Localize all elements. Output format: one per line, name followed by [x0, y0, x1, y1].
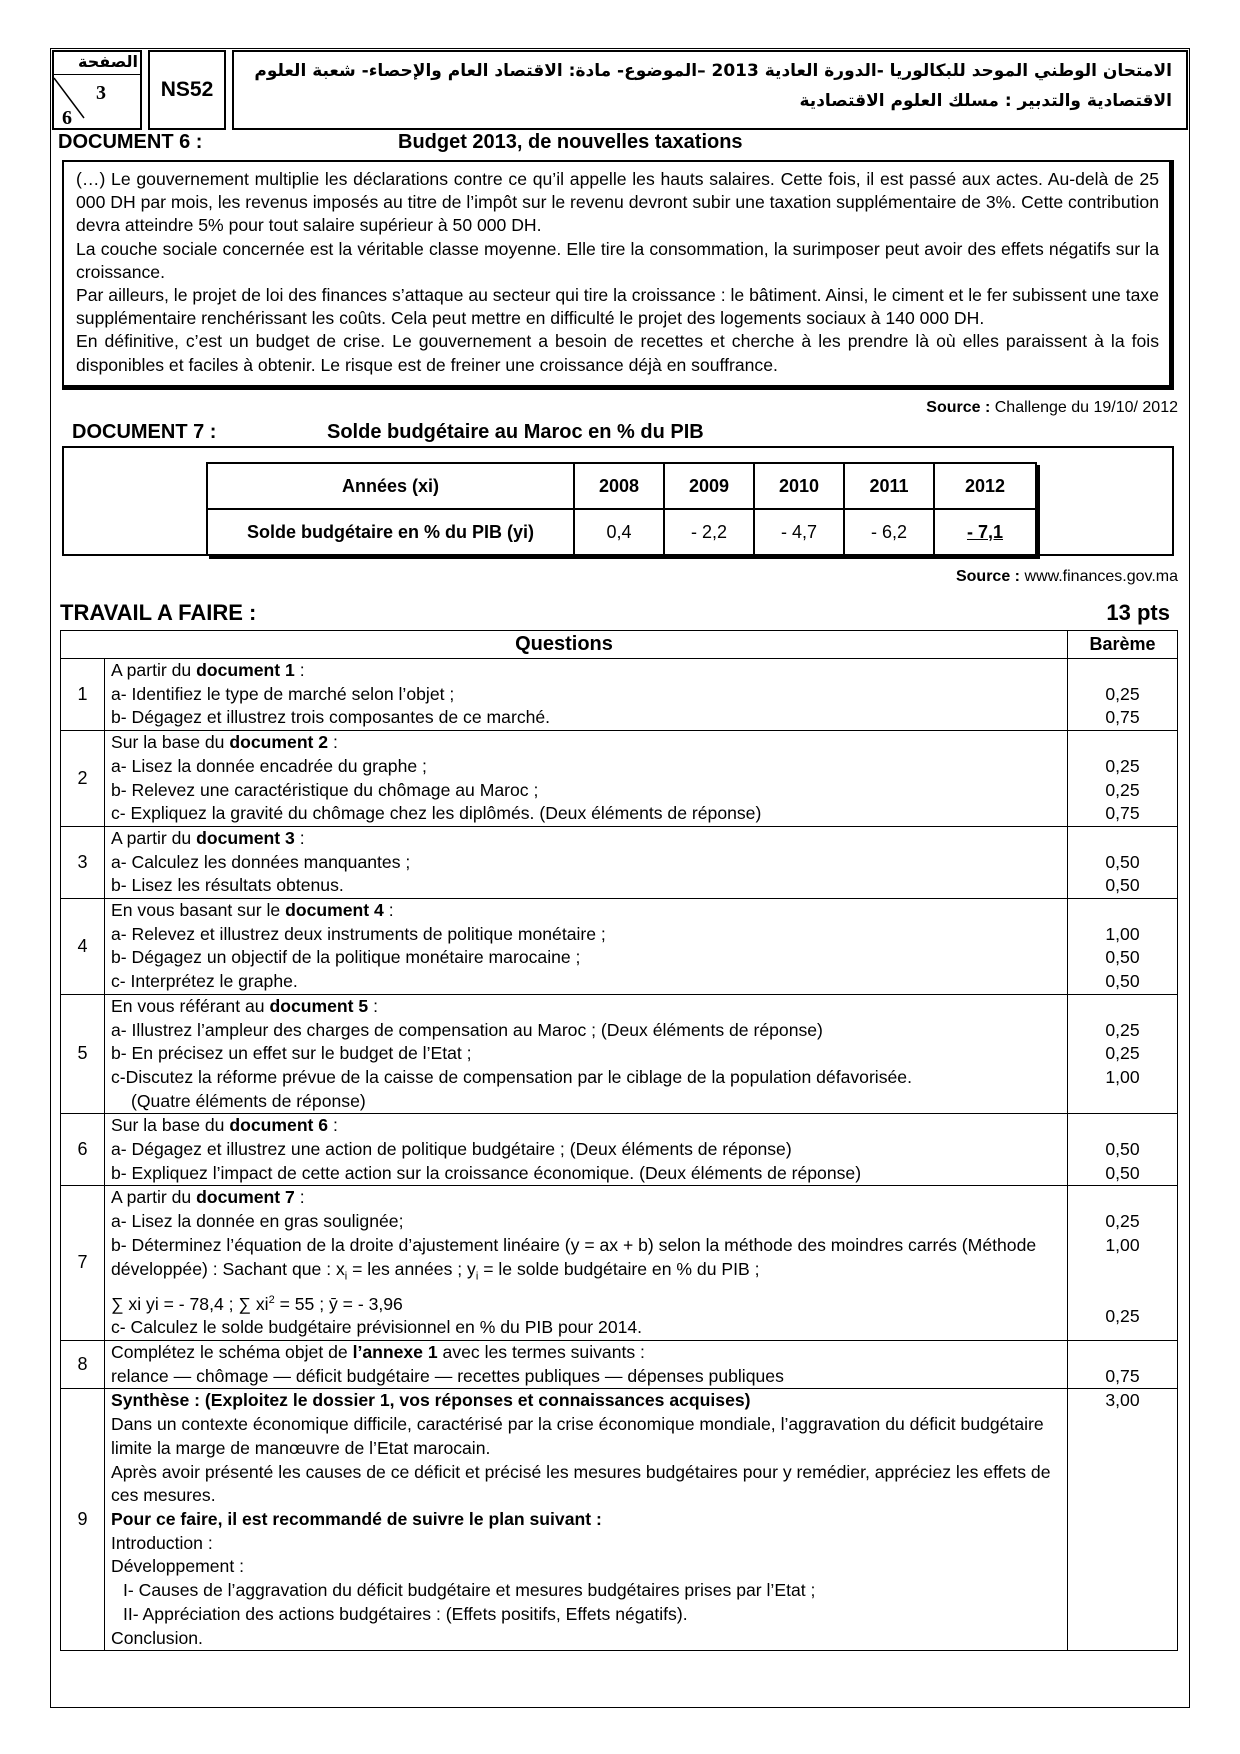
- question-number: 4: [61, 899, 105, 995]
- intro-text: Sur la base du: [111, 1115, 230, 1136]
- score: 0,25: [1105, 683, 1140, 704]
- doc6-text-box: [62, 160, 1174, 390]
- equation-text: = les années ; y: [347, 1258, 476, 1279]
- intro-colon: :: [294, 660, 305, 680]
- exam-title-line2: الاقتصادية والتدبير : مسلك العلوم الاقتصادية: [799, 91, 1172, 111]
- intro-text: En vous basant sur le: [111, 900, 286, 921]
- doc7-source-text: www.finances.gov.ma: [1024, 568, 1178, 585]
- question-line: b- Lisez les résultats obtenus.: [111, 875, 344, 896]
- question-line: I- Causes de l’aggravation du déficit budgétaire et mesures budgétaires prises par l’Etat ;: [123, 1580, 816, 1601]
- superscript: 2: [268, 1293, 275, 1306]
- intro-text: Complétez le schéma objet de: [111, 1342, 353, 1363]
- question-line: c-Discutez la réforme prévue de la caisse de compensation par le ciblage de la population défavorisée.: [111, 1066, 912, 1087]
- table-header-row: [61, 631, 1178, 659]
- subscript: i: [475, 1270, 479, 1283]
- table-row: [61, 731, 1178, 827]
- questions-header: Questions: [61, 631, 1068, 659]
- doc6-source: [926, 399, 1178, 417]
- intro-colon: avec les termes suivants :: [437, 1342, 645, 1363]
- question-intro: [111, 827, 1061, 851]
- table-row: [61, 899, 1178, 995]
- question-number: 8: [61, 1341, 105, 1389]
- doc7-title: Solde budgétaire au Maroc en % du PIB: [327, 421, 704, 443]
- score-cell: [1068, 826, 1178, 898]
- question-line: b- Expliquez l’impact de cette action sur la croissance économique. (Deux éléments de réponse): [111, 1162, 862, 1183]
- score-cell: [1068, 994, 1178, 1114]
- table-row: [61, 1341, 1178, 1389]
- question-line: [111, 1234, 1061, 1289]
- question-line: a- Lisez la donnée en gras soulignée;: [111, 1211, 404, 1232]
- intro-text: A partir du: [111, 827, 197, 848]
- plan-instruction: Pour ce faire, il est recommandé de suivre le plan suivant :: [111, 1508, 602, 1529]
- intro-doc: document 4: [285, 900, 384, 921]
- question-text: [105, 659, 1068, 731]
- bareme-header: Barème: [1068, 631, 1178, 659]
- travail-title: TRAVAIL A FAIRE :: [60, 600, 257, 625]
- question-intro: [111, 1341, 1061, 1365]
- question-line: b- Relevez une caractéristique du chômage au Maroc ;: [111, 779, 539, 800]
- year-cell: 2009: [664, 463, 754, 509]
- exam-header: [52, 50, 1188, 130]
- balance-header: Solde budgétaire en % du PIB (yi): [207, 509, 574, 555]
- equation-text: = le solde budgétaire en % du PIB ;: [478, 1258, 760, 1279]
- score-cell: [1068, 1186, 1178, 1341]
- score: 0,25: [1105, 1043, 1140, 1064]
- score: 1,00: [1105, 923, 1140, 944]
- question-intro: [111, 899, 1061, 923]
- table-row: [61, 1389, 1178, 1651]
- year-cell: 2012: [934, 463, 1036, 509]
- score: 1,00: [1105, 1066, 1140, 1087]
- balance-cell: - 6,2: [844, 509, 934, 555]
- score: 0,75: [1105, 707, 1140, 728]
- score: 0,50: [1105, 875, 1140, 896]
- question-line: c- Interprétez le graphe.: [111, 971, 298, 992]
- table-row: [61, 826, 1178, 898]
- question-line: a- Calculez les données manquantes ;: [111, 851, 411, 872]
- question-line: (Quatre éléments de réponse): [131, 1090, 366, 1111]
- page-number: 3: [96, 82, 106, 104]
- exam-code: NS52: [148, 50, 226, 130]
- table-row: [61, 659, 1178, 731]
- question-number: 1: [61, 659, 105, 731]
- doc7-label: DOCUMENT 7 :: [72, 421, 217, 443]
- intro-text: A partir du: [111, 1187, 197, 1208]
- doc6-paragraph: La couche sociale concernée est la véritable classe moyenne. Elle tire la consommation, la surimposer peut avoir des effets négatifs sur la croissance.: [76, 238, 1159, 282]
- intro-text: En vous référant au: [111, 995, 270, 1016]
- score-cell: [1068, 1341, 1178, 1389]
- score: 0,25: [1105, 779, 1140, 800]
- years-header: Années (xi): [207, 463, 574, 509]
- intro-doc: document 5: [269, 995, 369, 1016]
- score: 0,75: [1105, 1365, 1140, 1386]
- question-line: a- Lisez la donnée encadrée du graphe ;: [111, 755, 427, 776]
- question-line: b- Dégagez et illustrez trois composantes de ce marché.: [111, 707, 551, 728]
- year-cell: 2011: [844, 463, 934, 509]
- balance-cell: 0,4: [574, 509, 664, 555]
- table-row: [207, 463, 1036, 509]
- score: 0,25: [1105, 1211, 1140, 1232]
- doc7-source-label: Source :: [955, 568, 1020, 585]
- score: 0,25: [1105, 755, 1140, 776]
- question-line: b- Dégagez un objectif de la politique monétaire marocaine ;: [111, 947, 581, 968]
- intro-colon: :: [383, 900, 394, 921]
- question-text: [105, 731, 1068, 827]
- score: 3,00: [1105, 1390, 1140, 1411]
- year-cell: 2008: [574, 463, 664, 509]
- score-cell: [1068, 731, 1178, 827]
- doc6-paragraph: En définitive, c’est un budget de crise. Le gouvernement a besoin de recettes et cherche à les prendre là où elles paraissent à la fois disponibles et faciles à obtenir. Le risque est de freiner une croissance déjà en souffrance.: [76, 331, 1159, 375]
- intro-colon: :: [368, 995, 378, 1016]
- intro-text: Sur la base du: [111, 732, 230, 753]
- balance-cell: - 2,2: [664, 509, 754, 555]
- score: 0,25: [1105, 1305, 1140, 1326]
- questions-table: [60, 630, 1178, 1651]
- intro-doc: document 2: [229, 732, 329, 753]
- question-text: [105, 826, 1068, 898]
- doc6-title: Budget 2013, de nouvelles taxations: [398, 131, 743, 153]
- question-text: [105, 899, 1068, 995]
- score: 0,50: [1105, 947, 1140, 968]
- synthesis-title: Synthèse : (Exploitez le dossier 1, vos réponses et connaissances acquises): [111, 1390, 751, 1411]
- question-number: 2: [61, 731, 105, 827]
- score-cell: [1068, 659, 1178, 731]
- score: 0,50: [1105, 851, 1140, 872]
- question-text: [105, 1186, 1068, 1341]
- table-row: [61, 1114, 1178, 1186]
- intro-doc: document 7: [196, 1187, 295, 1208]
- intro-colon: :: [294, 1187, 305, 1208]
- question-line: a- Dégagez et illustrez une action de politique budgétaire ; (Deux éléments de réponse): [111, 1139, 792, 1160]
- question-text: [105, 994, 1068, 1114]
- score: 0,50: [1105, 1139, 1140, 1160]
- score: 0,50: [1105, 1162, 1140, 1183]
- equation-text: b- Déterminez l’équation de la droite d’ajustement linéaire (y = ax + b) selon la méthode des moindres carrés (Méthode développée) : Sachant que : x: [111, 1234, 1037, 1279]
- question-number: 5: [61, 994, 105, 1114]
- question-number: 3: [61, 826, 105, 898]
- question-intro: [111, 731, 1061, 755]
- question-line: Dans un contexte économique difficile, caractérisé par la crise économique mondiale, l’aggravation du déficit budgétaire limite la marge de manœuvre de l’Etat marocain.: [111, 1414, 1044, 1458]
- intro-doc: document 3: [196, 827, 295, 848]
- question-number: 7: [61, 1186, 105, 1341]
- subscript: i: [344, 1270, 348, 1283]
- score: 0,50: [1105, 971, 1140, 992]
- doc6-label: DOCUMENT 6 :: [58, 131, 203, 153]
- score-cell: [1068, 1114, 1178, 1186]
- total-points: 13 pts: [1106, 600, 1170, 625]
- question-line: Introduction :: [111, 1532, 213, 1553]
- question-intro: [111, 1114, 1061, 1138]
- table-row: [207, 509, 1036, 555]
- doc7-table: [206, 462, 1037, 556]
- doc7-source: [956, 568, 1178, 586]
- intro-colon: :: [328, 732, 338, 753]
- year-cell: 2010: [754, 463, 844, 509]
- balance-cell-highlighted: - 7,1: [934, 509, 1036, 555]
- doc6-source-text: Challenge du 19/10/ 2012: [994, 399, 1178, 416]
- question-line: c- Expliquez la gravité du chômage chez les diplômés. (Deux éléments de réponse): [111, 803, 762, 824]
- question-text: [105, 1389, 1068, 1651]
- question-number: 6: [61, 1114, 105, 1186]
- score: 0,75: [1105, 803, 1140, 824]
- sums-text: = 55 ; ȳ = - 3,96: [274, 1293, 403, 1314]
- question-line: Après avoir présenté les causes de ce déficit et précisé les mesures budgétaires pour y remédier, appréciez les effets de ces mesures.: [111, 1461, 1051, 1506]
- score: 1,00: [1105, 1234, 1140, 1255]
- score-cell: [1068, 1389, 1178, 1651]
- intro-colon: :: [294, 827, 305, 848]
- intro-doc: document 1: [196, 660, 295, 680]
- score: 0,25: [1105, 1019, 1140, 1040]
- page-total: 6: [62, 107, 72, 129]
- doc6-source-label: Source :: [926, 399, 991, 416]
- question-line: c- Calculez le solde budgétaire prévisionnel en % du PIB pour 2014.: [111, 1317, 643, 1338]
- question-intro: [111, 1186, 1061, 1210]
- question-text: [105, 1114, 1068, 1186]
- question-line: b- En précisez un effet sur le budget de l’Etat ;: [111, 1043, 472, 1064]
- question-line: a- Relevez et illustrez deux instruments de politique monétaire ;: [111, 923, 606, 944]
- question-text: [105, 1341, 1068, 1389]
- score-cell: [1068, 899, 1178, 995]
- question-intro: [111, 659, 1061, 683]
- exam-title-box: [232, 50, 1188, 130]
- intro-doc: document 6: [229, 1115, 329, 1136]
- page-label: الصفحة: [77, 52, 138, 71]
- page-number-box: [52, 50, 142, 130]
- doc6-paragraph: Par ailleurs, le projet de loi des finances s’attaque au secteur qui tire la croissance : le bâtiment. Ainsi, le ciment et le fer subissent une taxe supplémentaire renchérissant les coûts. Cela peut mettre en difficulté le projet des logements sociaux à 140 000 DH.: [76, 285, 1159, 329]
- doc6-paragraph: (…) Le gouvernement multiplie les déclarations contre ce qu’il appelle les hauts salaires. Cette fois, il est passé aux actes. Au-delà de 25 000 DH par mois, les revenus imposés au titre de l’impôt sur le revenu devront subir une taxation supplémentaire de 3%. Cette contribution devra atteindre 5% pour tout salaire supérieur à 50 000 DH.: [76, 169, 1159, 236]
- balance-cell: - 4,7: [754, 509, 844, 555]
- question-line: Développement :: [111, 1556, 245, 1577]
- intro-text: A partir du: [111, 660, 197, 680]
- question-line: II- Appréciation des actions budgétaires : (Effets positifs, Effets négatifs).: [123, 1603, 688, 1624]
- sums-text: ∑ xi yi = - 78,4 ; ∑ xi: [111, 1293, 269, 1314]
- table-row: [61, 994, 1178, 1114]
- table-row: [61, 1186, 1178, 1341]
- question-intro: [111, 995, 1061, 1019]
- question-line: Conclusion.: [111, 1627, 203, 1648]
- question-line: relance — chômage — déficit budgétaire — recettes publiques — dépenses publiques: [111, 1365, 784, 1386]
- question-line: a- Illustrez l’ampleur des charges de compensation au Maroc ; (Deux éléments de réponse): [111, 1019, 823, 1040]
- exam-title-line1: الامتحان الوطني الموحد للبكالوريا -الدورة العادية 2013 –الموضوع- مادة: الاقتصاد العام والإحصاء- شعبة العلوم: [254, 61, 1172, 81]
- question-line: a- Identifiez le type de marché selon l’objet ;: [111, 683, 455, 704]
- intro-colon: :: [328, 1115, 338, 1136]
- intro-doc: l’annexe 1: [352, 1342, 438, 1363]
- question-line: [111, 1289, 1061, 1317]
- question-number: 9: [61, 1389, 105, 1651]
